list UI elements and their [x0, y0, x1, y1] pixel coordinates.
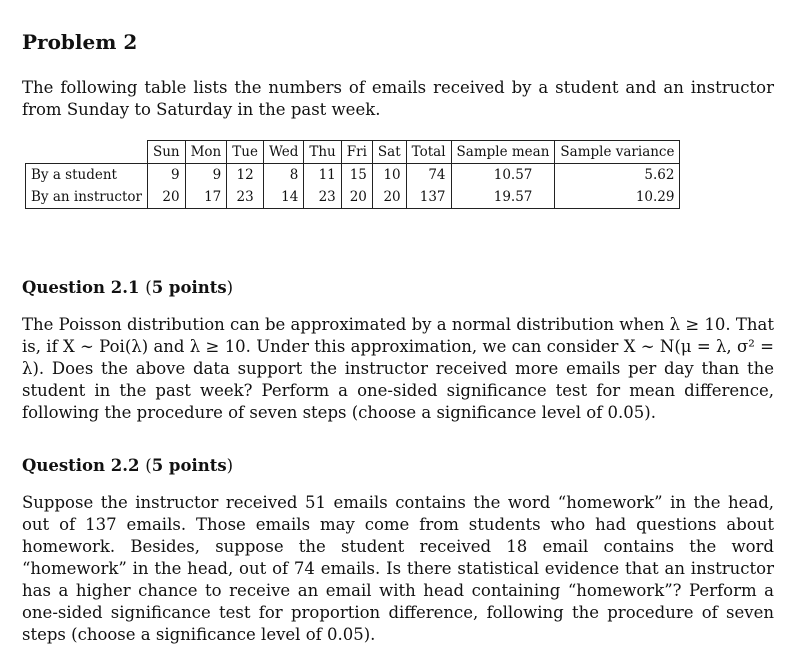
question-2-paren-close: )	[226, 456, 234, 475]
problem-intro: The following table lists the numbers of emails received by a student and an instructor from Sunday to Saturday in the past week.	[22, 78, 774, 119]
question-2-title: Question 2.2	[22, 456, 140, 475]
table-cell: 74	[406, 164, 451, 187]
header-wed: Wed	[263, 141, 303, 164]
email-table	[25, 140, 680, 209]
header-sample-mean: Sample mean	[451, 141, 555, 164]
table-cell: 10.57	[451, 164, 555, 187]
header-thu: Thu	[304, 141, 341, 164]
table-cell: 9	[147, 164, 185, 187]
table-cell: 15	[341, 164, 372, 187]
header-total: Total	[406, 141, 451, 164]
table-row	[26, 164, 680, 187]
header-sample-variance: Sample variance	[555, 141, 680, 164]
table-cell: 17	[185, 186, 227, 209]
question-2-heading	[22, 456, 233, 475]
table-cell: 11	[304, 164, 341, 187]
table-cell: 20	[372, 186, 406, 209]
question-2-paren-open: (	[145, 456, 152, 475]
table-cell: 14	[263, 186, 303, 209]
table-cell: 9	[185, 164, 227, 187]
row-label: By an instructor	[26, 186, 148, 209]
table-cell: 8	[263, 164, 303, 187]
header-tue: Tue	[227, 141, 264, 164]
question-1-body: The Poisson distribution can be approximated by a normal distribution when λ ≥ 10. That is, if X ∼ Poi(λ) and λ ≥ 10. Under this approximation, we can consider X ∼ N(μ = λ, σ² = λ). Does the above data support the instructor received more emails per day than the student in the past week? Perform a one-sided significance test for mean difference, following the procedure of seven steps (choose a significance level of 0.05).	[22, 315, 775, 422]
table-cell: 10.29	[555, 186, 680, 209]
question-1-points: 5 points	[151, 278, 227, 297]
header-sat: Sat	[372, 141, 406, 164]
question-2-body: Suppose the instructor received 51 emails contains the word “homework” in the head, out of 137 emails. Those emails may come from students who had questions about homework. Besides, suppose the student received 18 email contains the word “homework” in the head, out of 74 emails. Is there statistical evidence that an instructor has a higher chance to receive an email with head containing “homework”? Perform a one-sided significance test for proportion difference, following the procedure of seven steps (choose a significance level of 0.05).	[22, 493, 774, 644]
table-cell: 137	[406, 186, 451, 209]
header-mon: Mon	[185, 141, 227, 164]
table-header-row	[26, 141, 680, 164]
header-sun: Sun	[147, 141, 185, 164]
table-cell: 5.62	[555, 164, 680, 187]
table-cell: 12	[227, 164, 264, 187]
question-1-paren-open: (	[145, 278, 152, 297]
question-1-paren-close: )	[226, 278, 234, 297]
header-blank	[26, 141, 148, 164]
header-fri: Fri	[341, 141, 372, 164]
table-cell: 20	[341, 186, 372, 209]
table-cell: 19.57	[451, 186, 555, 209]
problem-title: Problem 2	[22, 30, 138, 54]
question-2-points: 5 points	[151, 456, 227, 475]
table-row	[26, 186, 680, 209]
table-cell: 23	[304, 186, 341, 209]
question-1-title: Question 2.1	[22, 278, 140, 297]
table-cell: 10	[372, 164, 406, 187]
question-1-heading	[22, 278, 233, 297]
table-cell: 20	[147, 186, 185, 209]
row-label: By a student	[26, 164, 148, 187]
table-cell: 23	[227, 186, 264, 209]
